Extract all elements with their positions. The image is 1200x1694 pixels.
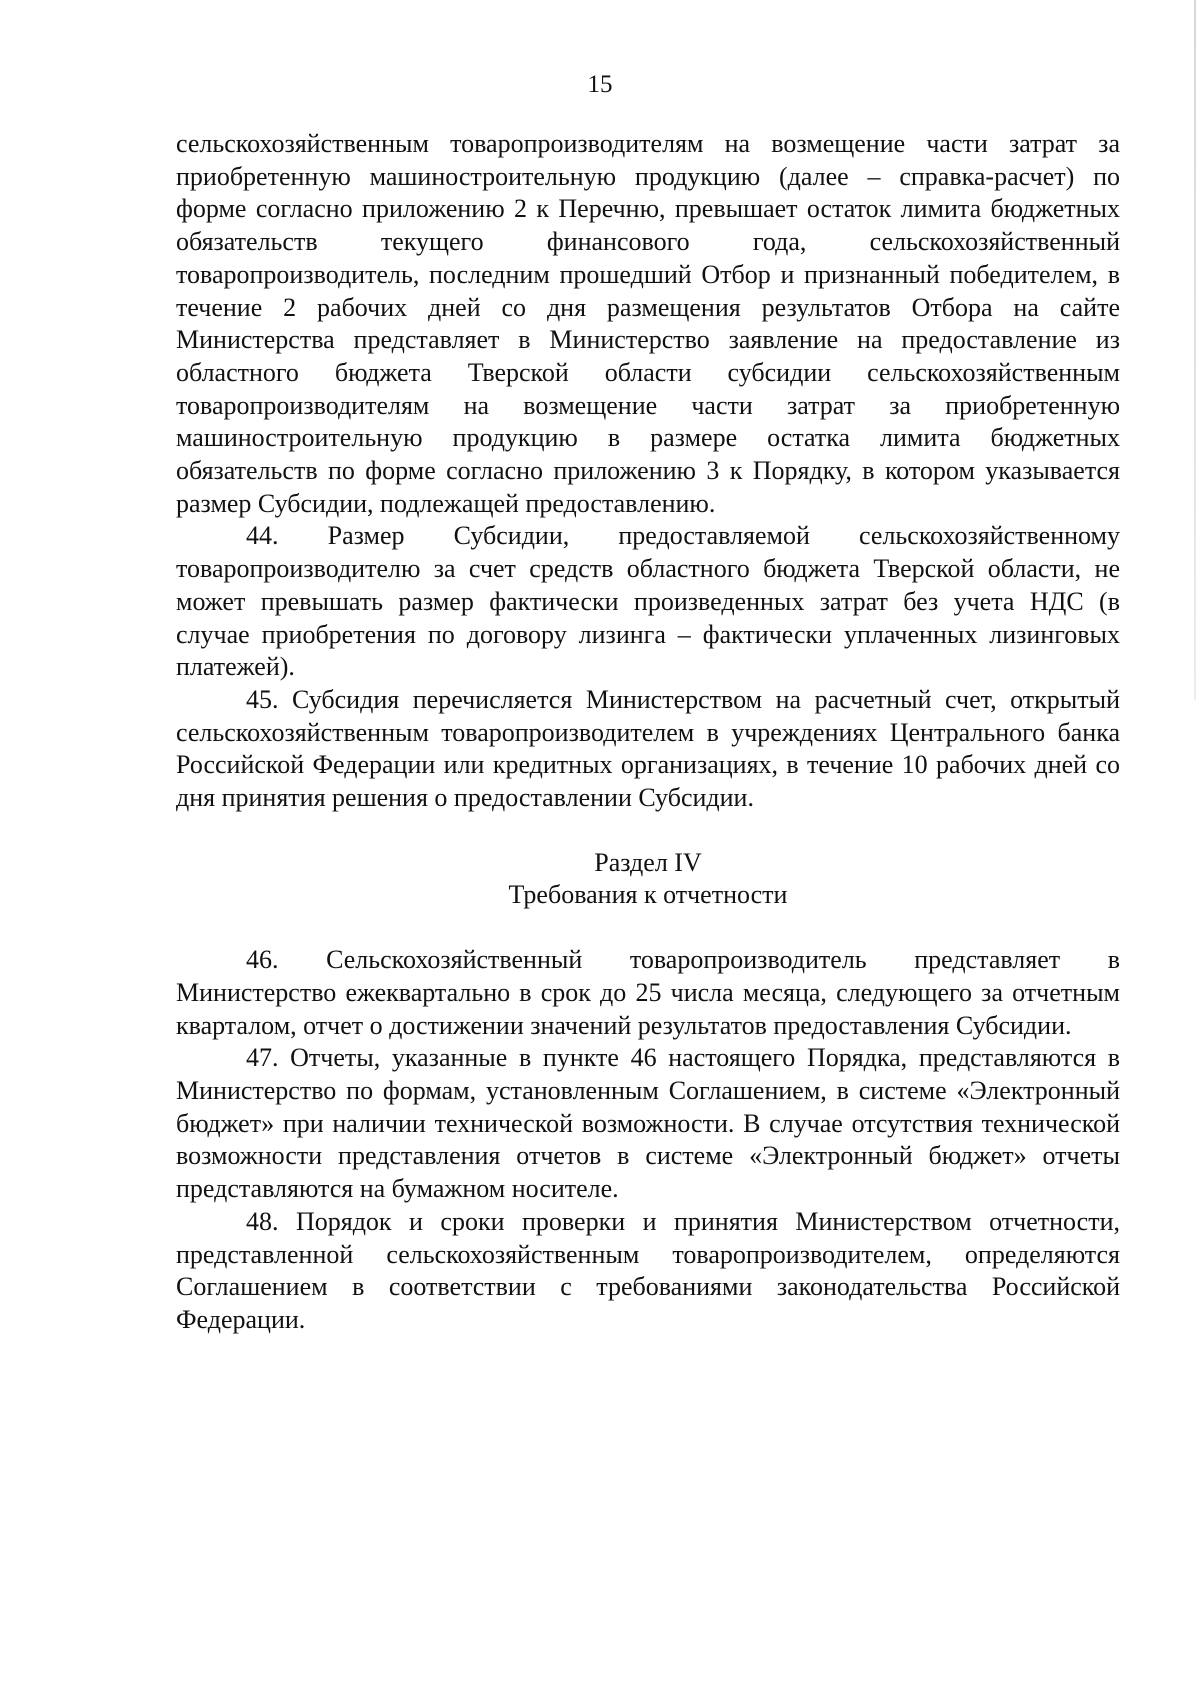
document-body [176, 128, 1120, 1337]
paragraph-48: 48. Порядок и сроки проверки и принятия Министерством отчетности, представленной сельскохозяйственным товаропроизводителем, определяются Соглашением в соответствии с требованиями законодательства Российской Федерации. [176, 1206, 1120, 1334]
paragraph-continuation: сельскохозяйственным товаропроизводителям на возмещение части затрат за приобретенную машиностроительную продукцию (далее – справка-расчет) по форме согласно приложению 2 к Перечню, превышает остаток лимита бюджетных обязательств текущего финансового года, сельскохозяйственный товаропроизводитель, последним прошедший Отбор и признанный победителем, в течение 2 рабочих дней со дня размещения результатов Отбора на сайте Министерства представляет в Министерство заявление на предоставление из областного бюджета Тверской области субсидии сельскохозяйственным товаропроизводителям на возмещение части затрат за приобретенную машиностроительную продукцию в размере остатка лимита бюджетных обязательств по форме согласно приложению 3 к Порядку, в котором указывается размер Субсидии, подлежащей предоставлению. [176, 129, 1120, 518]
paragraph-45: 45. Субсидия перечисляется Министерством на расчетный счет, открытый сельскохозяйственным товаропроизводителем в учреждениях Центрального банка Российской Федерации или кредитных организациях, в течение 10 рабочих дней со дня принятия решения о предоставлении Субсидии. [176, 684, 1120, 813]
page-number: 15 [587, 71, 613, 98]
paragraph-47: 47. Отчеты, указанные в пункте 46 настоящего Порядка, представляются в Министерство по формам, установленным Соглашением, в системе «Электронный бюджет» при наличии технической возможности. В случае отсутствия технической возможности представления отчетов в системе «Электронный бюджет» отчеты представляются на бумажном носителе. [176, 1043, 1120, 1204]
section-title: Требования к отчетности [508, 880, 788, 910]
paragraph-44: 44. Размер Субсидии, предоставляемой сельскохозяйственному товаропроизводителю за счет средств областного бюджета Тверской области, не может превышать размер фактически произведенных затрат без учета НДС (в случае приобретения по договору лизинга – фактически уплаченных лизинговых платежей). [176, 521, 1120, 682]
scan-edge-shadow [1194, 0, 1196, 700]
section-number: Раздел IV [594, 847, 702, 877]
section-spacer [176, 912, 1120, 944]
section-spacer [176, 815, 1120, 847]
paragraph-46: 46. Сельскохозяйственный товаропроизводитель представляет в Министерство ежеквартально в срок до 25 числа месяца, следующего за отчетным кварталом, отчет о достижении значений результатов предоставления Субсидии. [176, 945, 1120, 1040]
